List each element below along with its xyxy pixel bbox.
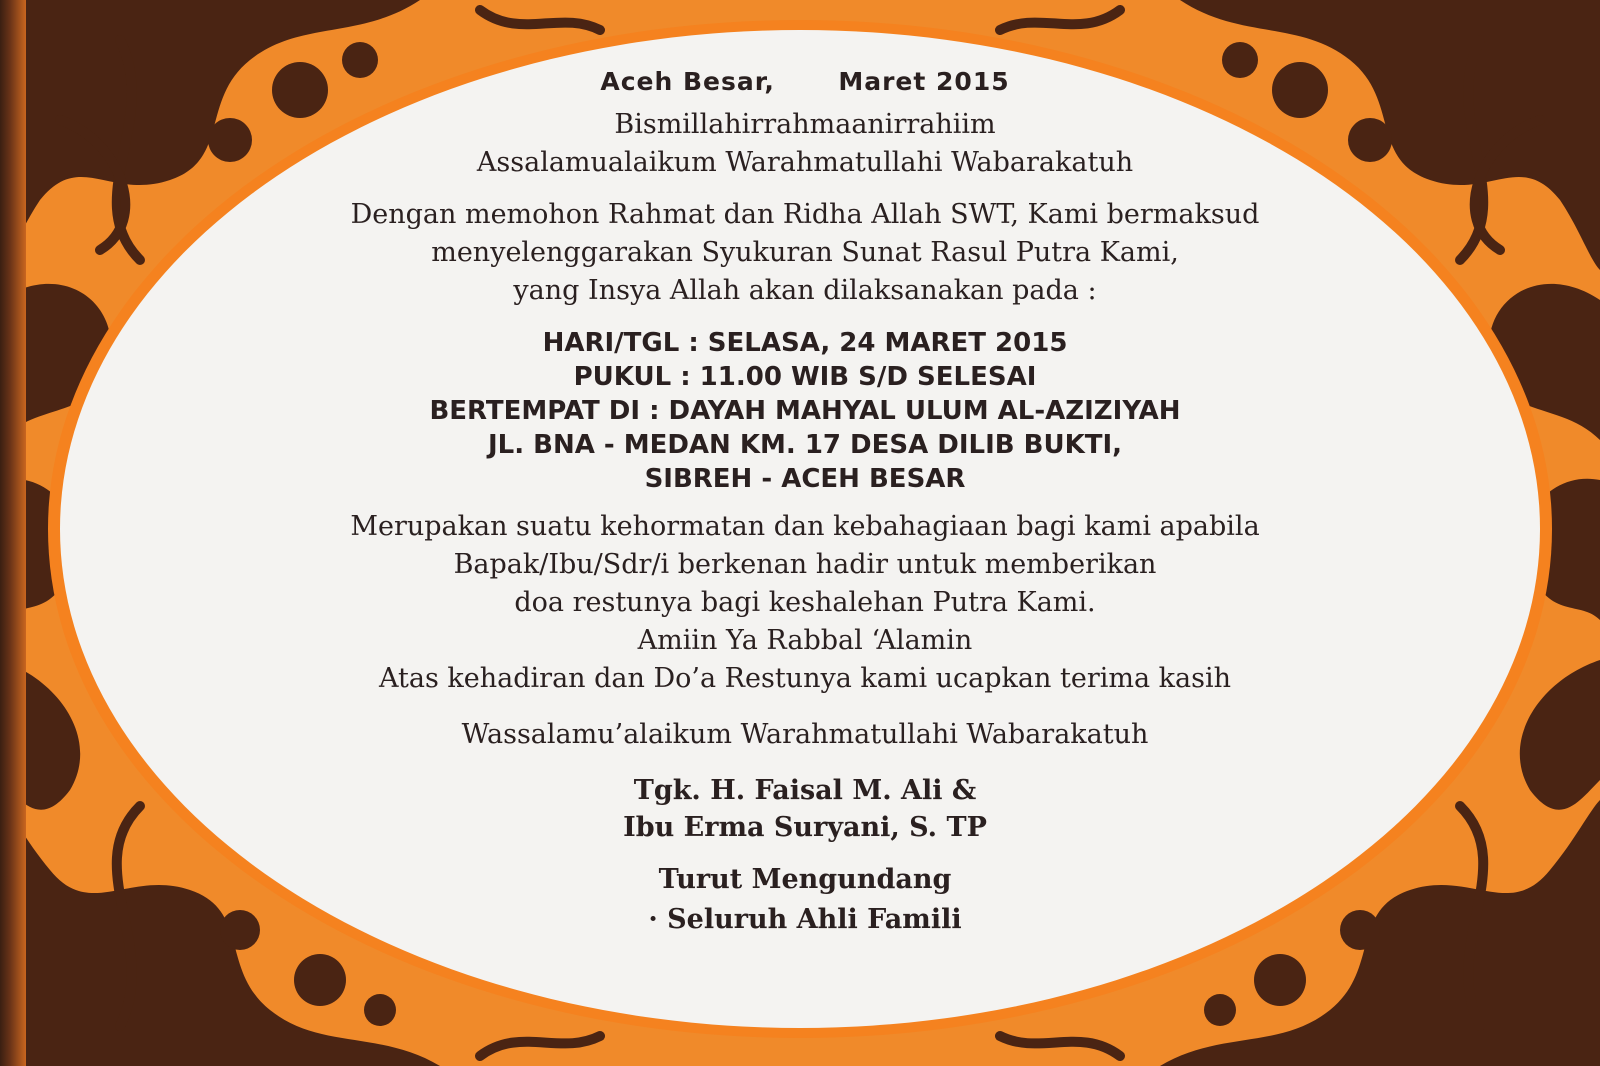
closing-line: Amiin Ya Rabbal ‘Alamin [637, 625, 973, 656]
farewell-salam: Wassalamu’alaikum Warahmatullahi Wabarakatuh [461, 719, 1149, 750]
event-day: HARI/TGL : SELASA, 24 MARET 2015 [542, 328, 1068, 358]
closing-paragraph [230, 508, 1380, 698]
closing-line: Merupakan suatu kehormatan dan kebahagiaan bagi kami apabila [350, 511, 1260, 542]
turut-item [230, 900, 1380, 940]
hosts [230, 772, 1380, 846]
intro-paragraph [230, 196, 1380, 310]
invitation-text [230, 64, 1380, 940]
basmalah: Bismillahirrahmaanirrahiim [614, 109, 996, 140]
closing-line: doa restunya bagi keshalehan Putra Kami. [514, 587, 1096, 618]
event-address-2: SIBREH - ACEH BESAR [644, 464, 966, 494]
event-details [230, 326, 1380, 496]
host-line-1: Tgk. H. Faisal M. Ali & [633, 775, 977, 806]
intro-line: yang Insya Allah akan dilaksanakan pada : [513, 275, 1097, 306]
place: Aceh Besar, [600, 67, 775, 96]
closing-line: Bapak/Ibu/Sdr/i berkenan hadir untuk memberikan [453, 549, 1157, 580]
opening-salam: Assalamualaikum Warahmatullahi Wabarakatuh [476, 147, 1134, 178]
host-line-2: Ibu Erma Suryani, S. TP [623, 812, 987, 843]
card-spine-shadow [0, 0, 26, 1066]
event-address-1: JL. BNA - MEDAN KM. 17 DESA DILIB BUKTI, [487, 430, 1123, 460]
event-venue: BERTEMPAT DI : DAYAH MAHYAL ULUM AL-AZIZIYAH [429, 396, 1181, 426]
closing-line: Atas kehadiran dan Do’a Restunya kami ucapkan terima kasih [379, 663, 1231, 694]
intro-line: menyelenggarakan Syukuran Sunat Rasul Putra Kami, [431, 237, 1179, 268]
date: Maret 2015 [838, 67, 1010, 96]
turut-title: Turut Mengundang [658, 864, 952, 895]
event-time: PUKUL : 11.00 WIB S/D SELESAI [573, 362, 1037, 392]
turut-item-text: Seluruh Ahli Famili [667, 904, 962, 935]
place-date-line [230, 64, 1380, 100]
bullet: · [648, 904, 658, 935]
turut-mengundang [230, 860, 1380, 940]
intro-line: Dengan memohon Rahmat dan Ridha Allah SWT, Kami bermaksud [350, 199, 1260, 230]
